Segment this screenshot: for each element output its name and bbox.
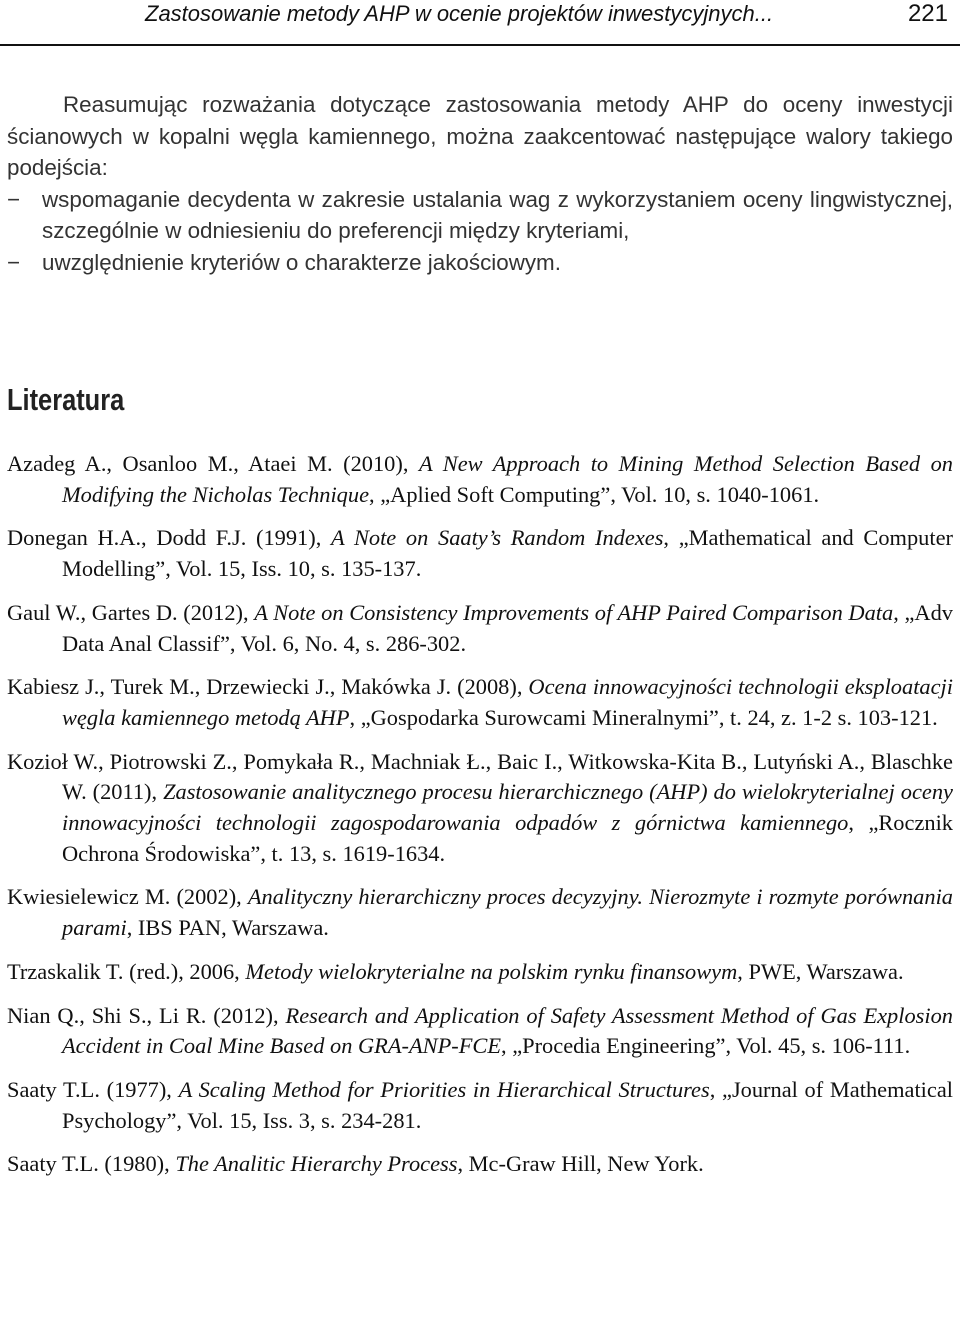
- reference-authors: Saaty T.L. (1980),: [7, 1151, 170, 1177]
- reference-item: [7, 1075, 953, 1136]
- list-item: [7, 247, 953, 279]
- dash-bullet: −: [7, 186, 21, 212]
- page-header: [0, 0, 960, 46]
- reference-item: [7, 672, 953, 733]
- reference-title: A Note on Consistency Improvements of AHP Paired Comparison Data: [254, 599, 894, 625]
- list-item-text: wspomaganie decydenta w zakresie ustalania wag z wykorzystaniem oceny lingwistycznej, szczególnie w odniesieniu do preferencji między kryteriami,: [42, 186, 953, 243]
- reference-source: , „Rocznik Ochrona Środowiska”, t. 13, s. 1619-1634.: [62, 810, 953, 866]
- reference-item: [7, 1149, 953, 1180]
- reference-source: , „Journal of Mathematical Psychology”, Vol. 15, Iss. 3, s. 234-281.: [62, 1076, 953, 1133]
- reference-title: Zastosowanie analitycznego procesu hierarchicznego (AHP) do wielokryterialnej oceny innowacyjności technologii zagospodarowania odpadów z górnictwa kamiennego: [62, 779, 953, 836]
- reference-item: [7, 747, 953, 870]
- page-number: 221: [907, 0, 948, 27]
- reference-source: , IBS PAN, Warszawa.: [126, 915, 329, 941]
- reference-item: [7, 449, 953, 510]
- advantages-list: [7, 184, 953, 279]
- reference-title: A New Approach to Mining Method Selection Based on Modifying the Nicholas Technique: [62, 451, 953, 507]
- reference-item: [7, 882, 953, 943]
- summary-paragraph: Reasumując rozważania dotyczące zastosowania metody AHP do oceny inwestycji ścianowych w kopalni węgla kamiennego, można zaakcentować następujące walory takiego podejścia:: [7, 92, 953, 180]
- reference-authors: Kozioł W., Piotrowski Z., Pomykała R., Machniak Ł., Baic I., Witkowska-Kita B., Lutyński A., Blaschke W. (2011),: [7, 748, 953, 805]
- reference-authors: Azadeg A., Osanloo M., Ataei M. (2010),: [7, 451, 409, 476]
- reference-title: A Note on Saaty’s Random Indexes: [331, 525, 664, 551]
- reference-list: [7, 449, 953, 1193]
- reference-source: , „Mathematical and Computer Modelling”, Vol. 15, Iss. 10, s. 135-137.: [62, 525, 953, 582]
- reference-source: , „Procedia Engineering”, Vol. 45, s. 106-111.: [501, 1033, 911, 1059]
- reference-source: , „Adv Data Anal Classif”, Vol. 6, No. 4, s. 286-302.: [62, 599, 953, 656]
- running-title: Zastosowanie metody AHP w ocenie projektów inwestycyjnych...: [145, 1, 774, 26]
- reference-authors: Gaul W., Gartes D. (2012),: [7, 599, 249, 625]
- reference-title: The Analitic Hierarchy Process: [175, 1151, 458, 1177]
- references-heading: Literatura: [7, 382, 125, 417]
- reference-title: Metody wielokryterialne na polskim rynku finansowym: [245, 958, 738, 984]
- reference-title: Ocena innowacyjności technologii eksploatacji węgla kamiennego metodą AHP: [62, 674, 953, 730]
- dash-bullet: −: [7, 249, 21, 275]
- reference-title: A Scaling Method for Priorities in Hierarchical Structures: [178, 1076, 710, 1102]
- reference-authors: Donegan H.A., Dodd F.J. (1991),: [7, 525, 322, 551]
- reference-title: Research and Application of Safety Assessment Method of Gas Explosion Accident in Coal Mine Based on GRA-ANP-FCE: [62, 1002, 953, 1059]
- header-rule: [0, 44, 960, 46]
- reference-item: [7, 957, 953, 988]
- reference-title: Analityczny hierarchiczny proces decyzyjny. Nierozmyte i rozmyte porównania parami: [62, 884, 953, 941]
- reference-item: [7, 598, 953, 659]
- list-item: [7, 184, 953, 247]
- list-item-text: uwzględnienie kryteriów o charakterze jakościowym.: [42, 249, 561, 275]
- reference-source: , Mc-Graw Hill, New York.: [457, 1151, 704, 1177]
- reference-authors: Trzaskalik T. (red.), 2006,: [7, 958, 240, 984]
- reference-authors: Saaty T.L. (1977),: [7, 1076, 172, 1102]
- reference-item: [7, 1001, 953, 1062]
- summary-section: [7, 89, 953, 278]
- reference-authors: Kwiesielewicz M. (2002),: [7, 884, 242, 910]
- reference-authors: Kabiesz J., Turek M., Drzewiecki J., Makówka J. (2008),: [7, 674, 523, 700]
- reference-authors: Nian Q., Shi S., Li R. (2012),: [7, 1002, 279, 1028]
- reference-source: , PWE, Warszawa.: [737, 958, 904, 984]
- reference-item: [7, 523, 953, 584]
- reference-source: , „Gospodarka Surowcami Mineralnymi”, t. 24, z. 1-2 s. 103-121.: [349, 704, 938, 730]
- reference-source: , „Aplied Soft Computing”, Vol. 10, s. 1040-1061.: [369, 481, 820, 507]
